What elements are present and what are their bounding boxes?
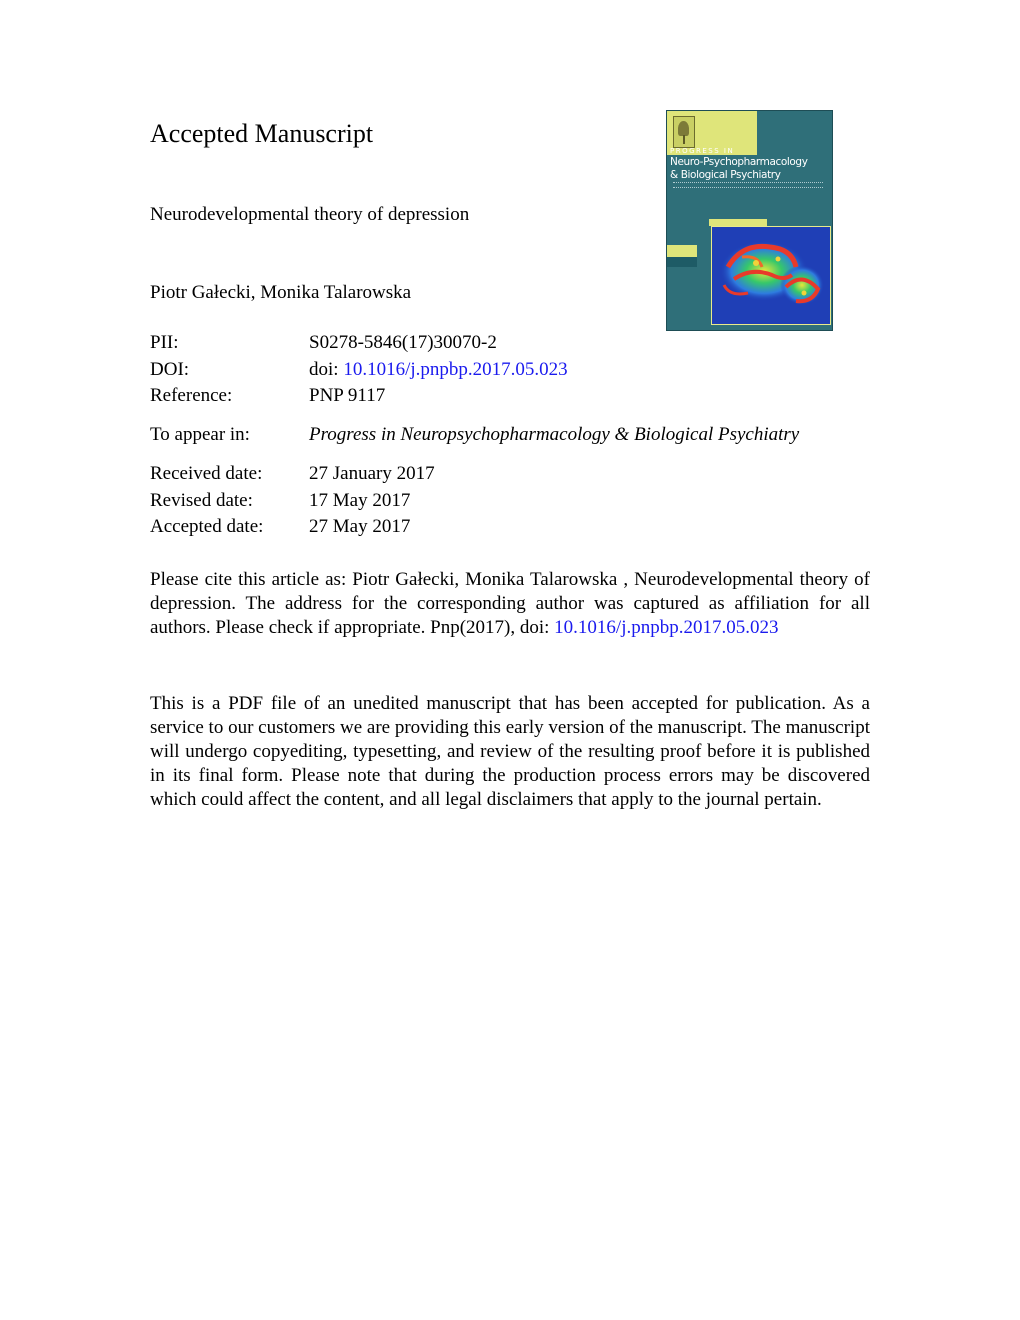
accepted-value: 27 May 2017 <box>309 516 411 537</box>
doi-prefix: doi: <box>309 359 344 380</box>
meta-row-revised <box>150 488 870 514</box>
cover-journal-title <box>670 156 808 182</box>
doi-value <box>309 357 568 383</box>
doi-label: DOI: <box>150 359 190 380</box>
cover-title-line1: Neuro-Psychopharmacology <box>670 156 808 168</box>
manuscript-notice-paragraph: This is a PDF file of an unedited manuscript that has been accepted for publication. As a service to our customers we are providing this early version of the manuscript. The manuscript will undergo copyediting, typesetting, and review of the resulting proof before it is published in its final form. Please note that during the production process errors may be discovered which could affect the content, and all legal disclaimers that apply to the journal pertain. <box>150 693 870 810</box>
journal-name: Progress in Neuropsychopharmacology & Biological Psychiatry <box>309 424 800 445</box>
article-title: Neurodevelopmental theory of depression <box>150 204 470 225</box>
brain-scan-image <box>711 226 831 325</box>
meta-row-doi <box>150 357 870 383</box>
meta-row-to-appear <box>150 422 870 448</box>
citation-paragraph <box>150 568 870 640</box>
reference-label: Reference: <box>150 385 233 406</box>
to-appear-label: To appear in: <box>150 424 250 445</box>
article-authors: Piotr Gałecki, Monika Talarowska <box>150 282 412 303</box>
cover-subtitle-line <box>673 182 823 188</box>
brain-scan-graphic <box>712 227 830 324</box>
journal-cover-image <box>667 111 832 330</box>
cover-yellow-bar <box>667 245 697 257</box>
meta-row-accepted <box>150 514 870 540</box>
citation-text: Please cite this article as: Piotr Gałecki, Monika Talarowska , Neurodevelopmental theory of depression. The address for the corresponding author was captured as affiliation for all authors. Please check if appropriate. Pnp(2017), doi: <box>150 569 870 638</box>
pii-label: PII: <box>150 332 179 353</box>
revised-label: Revised date: <box>150 490 253 511</box>
cover-teal-bar <box>667 257 697 267</box>
accepted-label: Accepted date: <box>150 516 264 537</box>
meta-row-pii <box>150 330 870 356</box>
reference-value: PNP 9117 <box>309 385 386 406</box>
pii-value: S0278-5846(17)30070-2 <box>309 332 497 353</box>
meta-row-reference <box>150 383 870 409</box>
cover-series-label: PROGRESS IN <box>670 147 735 155</box>
cover-title-line2: & Biological Psychiatry <box>670 169 781 181</box>
citation-doi-link[interactable]: 10.1016/j.pnpbp.2017.05.023 <box>554 617 779 638</box>
elsevier-tree-logo-icon <box>673 116 695 148</box>
received-label: Received date: <box>150 463 263 484</box>
cover-yellow-tab <box>709 219 767 226</box>
received-value: 27 January 2017 <box>309 463 435 484</box>
page-heading: Accepted Manuscript <box>150 119 374 148</box>
meta-row-received <box>150 461 870 487</box>
revised-value: 17 May 2017 <box>309 490 411 511</box>
doi-link[interactable]: 10.1016/j.pnpbp.2017.05.023 <box>343 359 568 380</box>
